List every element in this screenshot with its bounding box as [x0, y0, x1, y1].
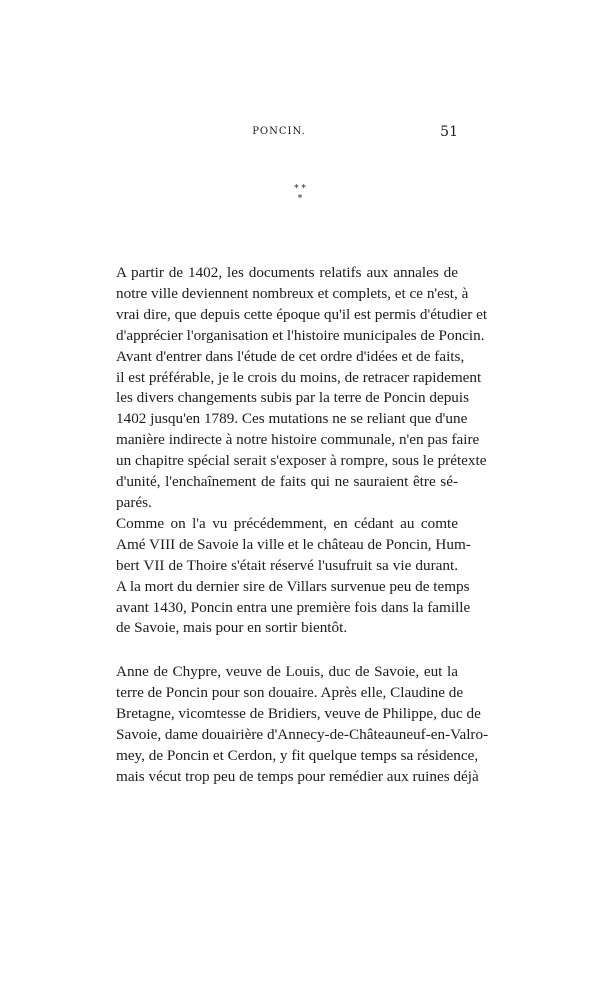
paragraph [100, 514, 471, 639]
body-text-section-1 [100, 263, 488, 639]
asterism-separator [0, 184, 600, 204]
body-text-section-2 [100, 662, 489, 787]
text-line: manière indirecte à notre histoire communale, n'en pas faire [116, 431, 480, 449]
text-line: d'apprécier l'organisation et l'histoire municipales de Poncin. [116, 326, 485, 344]
text-line: Avant d'entrer dans l'étude de cet ordre d'idées et de faits, [116, 347, 465, 365]
paragraph [100, 263, 488, 514]
text-line: parés. [116, 493, 152, 511]
text-line: les divers changements subis par la terre de Poncin depuis [116, 389, 470, 407]
running-title: PONCIN. [252, 126, 306, 137]
text-line: mais vécut trop peu de temps pour remédier aux ruines déjà [116, 767, 479, 785]
text-line: Bretagne, vicomtesse de Bridiers, veuve de Philippe, duc de [116, 704, 481, 722]
text-line: Amé VIII de Savoie la ville et le château de Poncin, Hum- [116, 535, 471, 553]
text-line: A partir de 1402, les documents relatifs aux annales de [116, 264, 458, 281]
text-line: notre ville deviennent nombreux et complets, et ce n'est, à [116, 284, 469, 302]
text-line: Anne de Chypre, veuve de Louis, duc de Savoie, eut la [116, 663, 458, 680]
text-line: d'unité, l'enchaînement de faits qui ne sauraient être sé- [116, 473, 458, 491]
paragraph [100, 662, 489, 787]
text-line: avant 1430, Poncin entra une première fois dans la famille [116, 598, 471, 616]
asterism-bottom: * [297, 194, 303, 204]
text-line: A la mort du dernier sire de Villars survenue peu de temps [116, 577, 470, 595]
text-line: Savoie, dame douairière d'Annecy-de-Châteauneuf-en-Valro- [116, 725, 489, 743]
text-line: un chapitre spécial serait s'exposer à rompre, sous le prétexte [116, 452, 487, 470]
asterism-top: * * [294, 184, 306, 194]
text-line: 1402 jusqu'en 1789. Ces mutations ne se reliant que d'une [116, 410, 468, 428]
text-line: mey, de Poncin et Cerdon, y fit quelque temps sa résidence, [116, 746, 479, 764]
text-line: de Savoie, mais pour en sortir bientôt. [116, 619, 348, 637]
text-line: vrai dire, que depuis cette époque qu'il est permis d'étudier et [116, 305, 488, 323]
page-number: 51 [440, 124, 458, 140]
text-line: Comme on l'a vu précédemment, en cédant au comte [116, 514, 458, 532]
page-header [100, 124, 458, 140]
text-line: terre de Poncin pour son douaire. Après elle, Claudine de [116, 683, 464, 701]
text-line: il est préférable, je le crois du moins, de retracer rapidement [116, 368, 482, 386]
text-line: bert VII de Thoire s'était réservé l'usufruit sa vie durant. [116, 556, 458, 574]
